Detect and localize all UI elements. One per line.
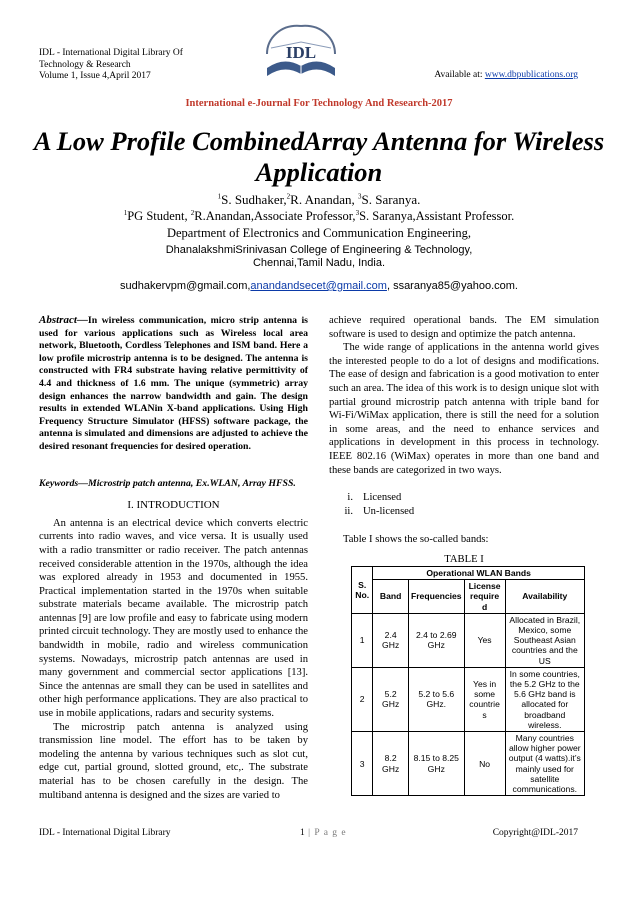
availability-note — [434, 70, 578, 80]
availability-prefix: Available at: — [434, 70, 485, 80]
department: Department of Electronics and Communication Engineering, — [166, 226, 472, 240]
table-cell: Many countries allow higher power output (4 watts).it’s mainly used for satellite communications. — [505, 732, 584, 796]
author-block — [0, 191, 638, 293]
table-cell: 8.2 GHz — [373, 732, 409, 796]
right-column — [329, 314, 599, 566]
section-heading: I. INTRODUCTION — [127, 499, 220, 512]
footer-left: IDL - International Digital Library — [39, 828, 171, 838]
table-cell: 3 — [352, 732, 373, 796]
author-names: $^1$S. Sudhaker,$^2$R. Anandan, $^3$S. Saranya. — [217, 192, 421, 207]
table-row — [352, 613, 585, 667]
paragraph: achieve required operational bands. The EM simulation software is used to design and optimize the patch antenna. — [329, 315, 599, 340]
page-num: 1 — [300, 828, 305, 838]
band-list — [333, 491, 599, 519]
paragraph: The microstrip patch antenna is analyzed using transmission line model. The effort has to be taken by modeling the antenna by various techniques such as slot cut, edge cut, partial ground, slotted ground, etc,. The substrate material has to be chosen carefully in the design. The multiband antenna is designed and the sizes are varied to — [39, 721, 308, 801]
copyright: Copyright@IDL-2017 — [492, 828, 578, 838]
header-line: Technology & Research — [39, 59, 131, 70]
table-cell: 2.4 to 2.69 GHz — [408, 613, 464, 667]
email: sudhakervpm@gmail.com, — [120, 280, 251, 292]
table-row — [352, 732, 585, 796]
table-cell: Allocated in Brazil, Mexico, some Southeast Asian countries and the US — [505, 613, 584, 667]
table-header-row — [352, 580, 585, 614]
location: Chennai,Tamil Nadu, India. — [252, 257, 386, 269]
table-header: Band — [373, 580, 409, 614]
table-cell: 2 — [352, 667, 373, 731]
logo-text: IDL — [285, 43, 317, 62]
author-role: R.Anandan,Associate Professor, — [194, 209, 356, 223]
journal-name: International e-Journal For Technology And Research-2017 — [185, 98, 453, 109]
table-header: Availability — [505, 580, 584, 614]
author-roles: $^1$PG Student, $^2$R.Anandan,Associate Professor,$^3$S. Saranya,Assistant Professor. — [123, 208, 515, 223]
author-role: S. Saranya,Assistant Professor. — [359, 209, 515, 223]
table-cell: Yes — [464, 613, 505, 667]
author-role: PG Student, — [127, 209, 191, 223]
header-line: IDL - International Digital Library Of — [39, 48, 183, 58]
page-number — [300, 828, 347, 838]
paper-title: A Low Profile CombinedArray Antenna for Wireless Application — [33, 126, 605, 187]
author-emails — [0, 280, 638, 293]
email-link[interactable]: anandandsecet@gmail.com — [250, 280, 387, 292]
table-header-row — [352, 567, 585, 580]
paragraph: The wide range of applications in the antenna world gives the interested people to do a lot of designs and modifications. The ease of design and fabrication is a good motivation to enter such an area. The idea of this work is to design unique slot with partial ground microstrip patch antenna with triple band for Wi-Fi/WiMax application, there is still the need for a solution in some areas, and the need to enhance services and applications in development in this process in technology. IEEE 802.16 (WiMax) operates in more than one band and these bands are categorized in two ways. — [329, 342, 599, 476]
left-column — [39, 314, 308, 802]
abstract-label: Abstract— — [39, 314, 88, 326]
journal-header-info — [39, 48, 183, 83]
abstract-text: In wireless communication, micro strip antenna is used for various applications such as Wireless local area network, Bluetooth, Cordless Telephones and ISM band. Here a low profile microstrip antenna is to be designed. The antenna is constructed with FR4 substrate having relative permittivity of 4.4 and thickness of 1.6 mm. The unique (symmetric) array design enhances the narrow bandwidth and gain. The design results in extended WLANin X-band applications. Using High Frequency Structure Simulator (HFSS) software package, the antenna is simulated and dimensions are adjusted to achieve the desired resonant frequencies for desired operation. — [39, 315, 308, 452]
abstract — [39, 314, 308, 454]
table-cell: 2.4 GHz — [373, 613, 409, 667]
table-cell: In some countries, the 5.2 GHz to the 5.6 GHz band is allocated for broadband wireless. — [505, 667, 584, 731]
table-group-header: Operational WLAN Bands — [373, 567, 585, 580]
table-cell: 8.15 to 8.25 GHz — [408, 732, 464, 796]
table-title: TABLE I — [444, 553, 484, 565]
email: , ssaranya85@yahoo.com. — [386, 280, 518, 292]
author-name: S. Saranya. — [361, 192, 421, 207]
table-cell: No — [464, 732, 505, 796]
wlan-bands-table — [351, 566, 585, 796]
table-header: Frequencies — [408, 580, 464, 614]
keywords: Keywords—Microstrip patch antenna, Ex.WLAN, Array HFSS. — [39, 477, 296, 489]
table-cell: 5.2 to 5.6 GHz. — [408, 667, 464, 731]
author-name: R. Anandan, — [290, 192, 355, 207]
publisher-link[interactable]: www.dbpublications.org — [484, 70, 578, 80]
table-intro: Table I shows the so-called bands: — [343, 534, 489, 546]
college: DhanalakshmiSrinivasan College of Engineering & Technology, — [165, 244, 473, 256]
page-label: | P a g e — [304, 828, 347, 838]
author-name: S. Sudhaker, — [221, 192, 287, 207]
header-line: Volume 1, Issue 4,April 2017 — [39, 71, 151, 81]
table-cell: Yes in some countrie s — [464, 667, 505, 731]
table-row — [352, 667, 585, 731]
table-header: S. No. — [352, 567, 373, 614]
table-header: License require d — [464, 580, 505, 614]
list-item: i. Licensed — [347, 492, 402, 504]
table-cell: 1 — [352, 613, 373, 667]
table-cell: 5.2 GHz — [373, 667, 409, 731]
paragraph: An antenna is an electrical device which converts electric currents into radio waves, and vice versa. It is usually used with a radio transmitter or radio receiver. The patch antennas received considerable attention in the 1970s, although the idea was explored already in 1953 and documented in 1955. Practical implementation started in the 1970s when suitable substrate materials became available. The microstrip patch antennas [9] are low profile and easy to fabricate using modern printed circuit technology. They are mostly used to enhance the bandwidth in mobile, radio and wireless communication systems. Nowadays, microstrip patch antennas are used in many government and commercial sector applications [13]. Since the antennas are small they can be used in satellites and other high performance applications. They are also practical to use in mobile applications, radars and security systems. — [39, 517, 308, 720]
list-item: ii. Un-licensed — [344, 506, 415, 518]
idl-logo — [257, 18, 345, 92]
